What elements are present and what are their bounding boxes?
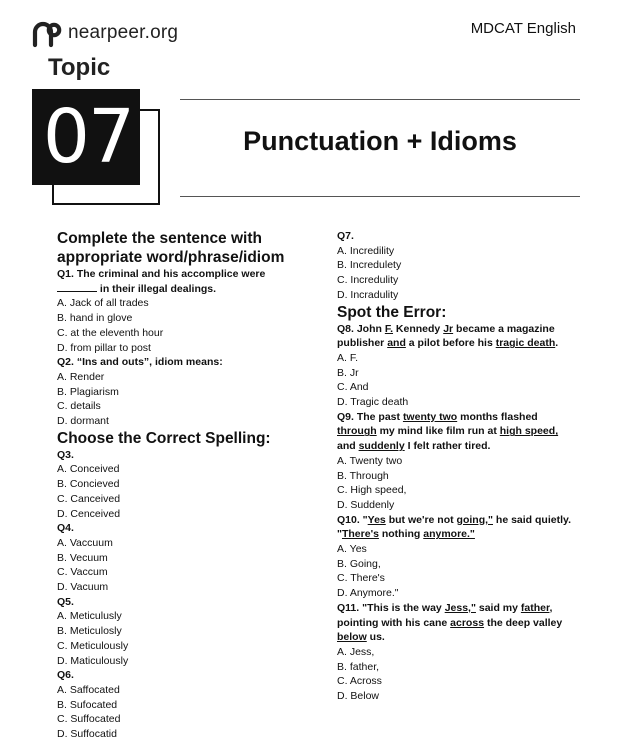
title-rule-bottom <box>180 196 580 197</box>
question-q2: Q2. “Ins and outs”, idiom means: <box>57 356 223 369</box>
option-q4-c: C. Vaccum <box>57 566 108 579</box>
question-q10: Q10. "Yes but we're not going," he said quietly. "There's nothing anymore." <box>337 513 571 541</box>
option-q9-a: A. Twenty two <box>337 454 403 467</box>
question-q7: Q7. <box>337 230 354 242</box>
question-q3: Q3. <box>57 448 74 461</box>
option-q1-c: C. at the eleventh hour <box>57 326 164 339</box>
question-q9: Q9. The past twenty two months flashed through my mind like film run at high speed, and suddenly I felt rather tired. <box>337 410 559 453</box>
topic-label: Topic <box>48 54 111 81</box>
option-q6-b: B. Sufocated <box>57 698 118 711</box>
option-q2-c: C. details <box>57 400 101 413</box>
option-q6-a: A. Saffocated <box>57 683 120 696</box>
option-q7-d: D. Incradulity <box>337 288 399 301</box>
option-q9-c: C. High speed, <box>337 484 407 497</box>
option-q1-d: D. from pillar to post <box>57 341 151 354</box>
option-q10-d: D. Anymore." <box>337 587 399 600</box>
option-q11-a: A. Jess, <box>337 645 375 658</box>
question-q5: Q5. <box>57 595 74 608</box>
option-q3-a: A. Conceived <box>57 463 120 476</box>
right-column <box>337 229 585 704</box>
section-heading-complete: Complete the sentence with <box>57 230 262 247</box>
page-title: Punctuation + Idioms <box>243 126 517 156</box>
option-q11-b: B. father, <box>337 660 380 673</box>
option-q9-d: D. Suddenly <box>337 498 395 511</box>
option-q5-c: C. Meticulously <box>57 639 129 652</box>
option-q3-c: C. Canceived <box>57 492 121 505</box>
option-q4-d: D. Vacuum <box>57 581 109 594</box>
option-q1-a: A. Jack of all trades <box>57 297 149 310</box>
option-q5-a: A. Meticulusly <box>57 610 122 623</box>
option-q10-c: C. There's <box>337 572 385 585</box>
option-q7-c: C. Incredulity <box>337 274 399 287</box>
question-q4: Q4. <box>57 522 74 535</box>
option-q1-b: B. hand in glove <box>57 312 133 325</box>
question-q1: Q1. The criminal and his accomplice were in their illegal dealings. <box>57 268 266 295</box>
logo-text: nearpeer.org <box>68 22 179 43</box>
option-q5-b: B. Meticulosly <box>57 625 122 638</box>
option-q8-c: C. And <box>337 381 369 394</box>
option-q9-b: B. Through <box>337 469 389 482</box>
topic-number: 07 <box>42 94 134 180</box>
left-column <box>57 229 312 742</box>
option-q10-b: B. Going, <box>337 557 381 570</box>
option-q3-d: D. Cenceived <box>57 507 121 520</box>
nearpeer-logo-icon <box>32 18 62 48</box>
section-heading-spelling: Choose the Correct Spelling: <box>57 429 271 447</box>
option-q8-b: B. Jr <box>337 366 359 379</box>
section-heading-spot-error: Spot the Error: <box>337 303 447 321</box>
option-q8-d: D. Tragic death <box>337 396 409 409</box>
option-q6-d: D. Suffocatid <box>57 728 117 741</box>
nearpeer-logo <box>32 18 178 48</box>
option-q8-a: A. F. <box>337 351 359 364</box>
option-q7-a: A. Incredility <box>337 244 395 257</box>
question-q6: Q6. <box>57 669 74 682</box>
section-heading-complete-2: appropriate word/phrase/idiom <box>57 249 285 266</box>
option-q7-b: B. Incredulety <box>337 259 402 272</box>
subject-label: MDCAT English <box>470 20 576 37</box>
question-q11: Q11. "This is the way Jess," said my father, pointing with his cane across the deep valley below us. <box>337 601 563 644</box>
option-q6-c: C. Suffocated <box>57 713 121 726</box>
option-q3-b: B. Concieved <box>57 478 120 491</box>
option-q2-d: D. dormant <box>57 415 109 428</box>
option-q2-a: A. Render <box>57 370 105 383</box>
question-q8: Q8. John F. Kennedy Jr became a magazine publisher and a pilot before his tragic death. <box>337 322 559 350</box>
option-q11-c: C. Across <box>337 675 382 688</box>
title-rule-top <box>180 99 580 100</box>
option-q2-b: B. Plagiarism <box>57 385 119 398</box>
option-q4-b: B. Vecuum <box>57 551 108 564</box>
option-q5-d: D. Maticulously <box>57 654 129 667</box>
option-q10-a: A. Yes <box>337 543 367 556</box>
option-q4-a: A. Vaccuum <box>57 536 113 549</box>
option-q11-d: D. Below <box>337 690 380 703</box>
answer-blank <box>57 282 97 292</box>
